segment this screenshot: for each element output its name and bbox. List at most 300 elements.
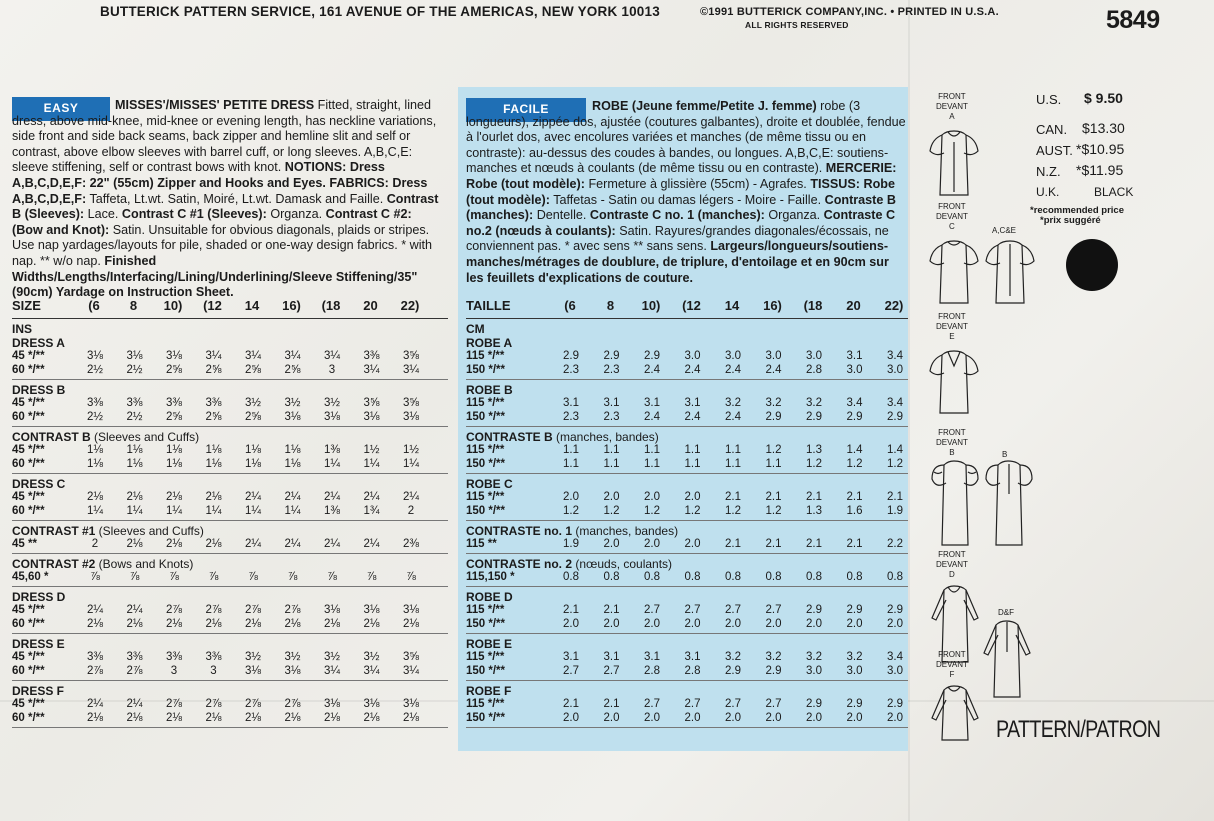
- dress-b-back-figure: [986, 461, 1032, 545]
- yardage-cell: 2.7: [603, 665, 620, 677]
- yardage-cell: 2⅜: [403, 538, 419, 550]
- yardage-cell: 2.0: [644, 538, 660, 550]
- yardage-cell: ⅞: [90, 571, 100, 583]
- yardage-cell: 1.1: [765, 458, 782, 470]
- yardage-cell: 2.4: [644, 364, 660, 376]
- yardage-cell: 2: [407, 505, 415, 517]
- yardage-cell: 3¼: [284, 350, 301, 362]
- size-header: (12: [682, 298, 701, 313]
- yardage-cell: 1.4: [887, 444, 903, 456]
- yardage-cell: 3¼: [363, 364, 380, 376]
- size-header: 22): [400, 298, 420, 313]
- yardage-cell: 3⅜: [166, 651, 182, 663]
- dress-df-back-figure: [984, 621, 1030, 697]
- yardage-cell: 2.0: [603, 538, 620, 550]
- yardage-cell: 2⅞: [166, 698, 182, 710]
- section-note: (manches, bandes): [552, 430, 659, 444]
- section-label: [466, 336, 512, 350]
- section-label: [466, 637, 512, 651]
- section-title: ROBE C: [466, 477, 513, 491]
- section-title: DRESS C: [12, 477, 66, 491]
- yardage-cell: 2.3: [563, 411, 579, 423]
- row-label: 60 */**: [12, 458, 45, 470]
- section-rule: [12, 633, 448, 634]
- yardage-cell: 2⅝: [166, 364, 182, 376]
- size-header: 14: [724, 298, 740, 313]
- figure-label-back-df: D&F: [998, 608, 1014, 617]
- yardage-cell: 3⅝: [403, 651, 419, 663]
- price-us-label: U.S.: [1036, 92, 1062, 107]
- yardage-cell: 2.0: [725, 618, 741, 630]
- section-title: ROBE B: [466, 383, 513, 397]
- yardage-cell: 3.2: [725, 397, 741, 409]
- yardage-cell: 2.8: [644, 665, 660, 677]
- yardage-cell: 3⅜: [166, 397, 182, 409]
- yardage-cell: 2½: [87, 411, 103, 423]
- yardage-cell: 1.1: [603, 458, 620, 470]
- yardage-cell: 1¼: [205, 505, 222, 517]
- section-rule: [466, 473, 908, 474]
- yardage-cell: 2.0: [563, 618, 579, 630]
- yardage-cell: 2⅝: [205, 411, 222, 423]
- section-label: [12, 637, 65, 651]
- yardage-cell: 2⅝: [205, 364, 222, 376]
- yardage-cell: 1⅛: [284, 444, 301, 456]
- yardage-cell: 2.8: [684, 665, 701, 677]
- yardage-cell: 1.1: [644, 458, 660, 470]
- yardage-cell: 1⅜: [324, 444, 340, 456]
- yardage-cell: 1.2: [765, 505, 782, 517]
- yardage-cell: 2⅝: [284, 364, 301, 376]
- yardage-cell: 2.9: [806, 698, 822, 710]
- yardage-cell: ⅞: [366, 571, 377, 583]
- yardage-cell: 3.1: [563, 651, 579, 663]
- yardage-cell: 3.2: [725, 651, 741, 663]
- yardage-cell: 2.9: [887, 698, 903, 710]
- yardage-cell: 1¾: [363, 505, 380, 517]
- yardage-cell: ⅞: [406, 571, 416, 583]
- yardage-cell: 1⅛: [284, 458, 301, 470]
- yardage-cell: 3⅛: [87, 350, 103, 362]
- section-note: (nœuds, coulants): [572, 557, 673, 571]
- yardage-cell: 2.0: [603, 618, 620, 630]
- yardage-cell: 3¼: [403, 665, 419, 677]
- yardage-cell: 2⅛: [205, 618, 222, 630]
- section-rule: [12, 586, 448, 587]
- yardage-cell: 2¼: [363, 491, 380, 503]
- section-rule: [12, 727, 448, 728]
- yardage-cell: 2⅞: [284, 698, 301, 710]
- price-us: $ 9.50: [1084, 90, 1123, 106]
- yardage-cell: 1⅛: [166, 458, 182, 470]
- row-label: 60 */**: [12, 364, 45, 376]
- pattern-patron-brand: PATTERN/PATRON: [996, 716, 1161, 743]
- yardage-cell: 2.7: [765, 698, 782, 710]
- yardage-cell: 1.3: [806, 444, 822, 456]
- yardage-cell: 2.9: [846, 698, 863, 710]
- yardage-cell: 2.9: [765, 665, 782, 677]
- yardage-cell: 2⅛: [126, 491, 143, 503]
- yardage-cell: 2.4: [684, 364, 701, 376]
- section-rule: [12, 379, 448, 380]
- french-description: ROBE (Jeune femme/Petite J. femme) robe (3 longueurs), zippée dos, ajustée (coutures galbantes), droite et doublée, fendue à l'ourlet dos, avec encolures variées et manches (de même tissu ou en contraste): au-dessus des coudes à bandes, ou longues. A,B,C,E: soutiens-manches et nœuds à coulants (de même tissu ou en contraste). MERCERIE: Robe (tout modèle): Fermeture à glissière (55cm) - Agrafes. TISSUS: Robe (tout modèle): Taffetas - Satin ou damas légers - Moire - Faille. Contraste B (manches): Dentelle. Contraste C no. 1 (manches): Organza. Contraste C no.2 (nœuds à coulants): Satin. Rayures/grandes diagonales/écossais, ne conviennent pas. * avec sens ** sans sens. Largeurs/longueurs/soutiens-manches/métrages de doublure, de triplure, d'entoilage et en 90cm sur les feuillets d'explications de couture.: [466, 99, 906, 285]
- yardage-cell: 3⅛: [324, 411, 340, 423]
- row-label: 115 */**: [466, 491, 505, 503]
- yardage-cell: 2.0: [725, 712, 741, 724]
- yardage-cell: 2.3: [563, 364, 579, 376]
- yardage-cell: 2⅛: [205, 538, 222, 550]
- yardage-cell: 3⅛: [166, 350, 182, 362]
- yardage-cell: 3.0: [846, 665, 863, 677]
- yardage-cell: 3⅛: [126, 350, 143, 362]
- yardage-cell: 1.3: [806, 505, 822, 517]
- figure-label-back-ace: A,C&E: [992, 226, 1017, 235]
- yardage-cell: 1.1: [563, 444, 579, 456]
- yardage-cell: 1.1: [684, 444, 701, 456]
- row-label: 45 */**: [12, 698, 45, 710]
- yardage-cell: 2⅛: [324, 712, 340, 724]
- yardage-cell: 3.0: [887, 665, 903, 677]
- yardage-cell: 3⅜: [205, 397, 222, 409]
- yardage-cell: 2.7: [644, 698, 660, 710]
- figure-label-front-d: FRONT DEVANT D: [936, 550, 968, 579]
- yardage-cell: 2½: [87, 364, 103, 376]
- yardage-cell: 3.0: [684, 350, 701, 362]
- yardage-cell: 2⅛: [166, 538, 182, 550]
- yardage-cell: 2.1: [725, 538, 741, 550]
- yardage-cell: 1⅛: [166, 444, 182, 456]
- section-label: [466, 383, 513, 397]
- yardage-cell: 2.4: [765, 364, 782, 376]
- size-header: 8: [606, 298, 615, 313]
- size-header: 16): [763, 298, 782, 313]
- yardage-cell: 2⅞: [205, 698, 222, 710]
- yardage-cell: 2⅛: [403, 712, 419, 724]
- section-title: ROBE F: [466, 684, 512, 698]
- yardage-cell: 3¼: [324, 665, 340, 677]
- yardage-cell: 2.1: [846, 538, 863, 550]
- yardage-cell: 2⅞: [87, 665, 103, 677]
- yardage-cell: 3⅛: [363, 698, 380, 710]
- yardage-cell: 2.1: [806, 491, 822, 503]
- recommended-price-note: *recommended price: [1030, 205, 1124, 216]
- yardage-cell: 2⅛: [126, 618, 143, 630]
- yardage-cell: 2.1: [603, 604, 620, 616]
- yardage-cell: 1⅛: [87, 444, 103, 456]
- row-label: 115 */**: [466, 651, 505, 663]
- yardage-cell: 2.7: [765, 604, 782, 616]
- yardage-cell: 3⅛: [324, 698, 340, 710]
- yardage-cell: 0.8: [603, 571, 620, 583]
- yardage-cell: 2.0: [644, 491, 660, 503]
- size-header: (12: [203, 298, 222, 313]
- yardage-cell: 2¼: [245, 538, 261, 550]
- yardage-cell: 1.4: [846, 444, 863, 456]
- easy-badge: EASY: [12, 97, 110, 121]
- figure-label-back-b: B: [1002, 450, 1008, 459]
- yardage-cell: 2⅛: [126, 538, 143, 550]
- section-title: ROBE D: [466, 590, 513, 604]
- row-label: 150 */**: [466, 411, 506, 423]
- size-label: TAILLE: [466, 298, 511, 313]
- yardage-cell: 2.0: [887, 618, 903, 630]
- yardage-cell: 2.0: [644, 618, 660, 630]
- row-label: 45 */**: [12, 397, 45, 409]
- size-header: 8: [129, 298, 138, 313]
- yardage-cell: 2.0: [806, 712, 822, 724]
- yardage-cell: 2⅛: [324, 618, 340, 630]
- publisher-address: BUTTERICK PATTERN SERVICE, 161 AVENUE OF THE AMERICAS, NEW YORK 10013: [100, 4, 660, 19]
- yardage-cell: 3¼: [205, 350, 222, 362]
- section-label: [466, 557, 672, 571]
- row-label: 60 */**: [12, 618, 45, 630]
- row-label: 150 */**: [466, 364, 506, 376]
- yardage-cell: 2: [91, 538, 99, 550]
- yardage-cell: 3¼: [363, 665, 380, 677]
- size-header: 10): [641, 298, 661, 313]
- yardage-cell: 3⅛: [324, 604, 340, 616]
- yardage-cell: 2⅞: [166, 604, 182, 616]
- price-aust: *$10.95: [1076, 141, 1125, 157]
- yardage-cell: 2.1: [765, 538, 782, 550]
- row-label: 115 **: [466, 538, 497, 550]
- yardage-cell: 2½: [126, 411, 143, 423]
- yardage-cell: 3.2: [806, 397, 822, 409]
- section-label: [466, 590, 513, 604]
- yardage-cell: 2.0: [563, 712, 579, 724]
- row-label: 60 */**: [12, 665, 45, 677]
- yardage-cell: 2.1: [725, 491, 741, 503]
- size-header: (18: [321, 298, 341, 313]
- yardage-cell: 3.2: [765, 397, 782, 409]
- yardage-cell: 2¼: [363, 538, 380, 550]
- yardage-cell: 1.1: [563, 458, 579, 470]
- yardage-cell: 2.1: [563, 698, 579, 710]
- yardage-cell: 2.0: [806, 618, 822, 630]
- yardage-cell: 2.0: [603, 712, 620, 724]
- table-rule: [12, 318, 448, 319]
- yardage-cell: 2.0: [684, 491, 701, 503]
- yardage-cell: 3⅛: [403, 411, 419, 423]
- yardage-cell: 2.9: [806, 411, 822, 423]
- yardage-cell: 2⅛: [87, 618, 103, 630]
- yardage-cell: 2⅛: [284, 618, 301, 630]
- row-label: 115,150 *: [466, 571, 515, 583]
- yardage-cell: 3.0: [806, 665, 822, 677]
- yardage-cell: 3.4: [887, 350, 903, 362]
- yardage-cell: 2⅛: [205, 491, 222, 503]
- yardage-cell: 2¼: [324, 538, 340, 550]
- yardage-cell: 2⅛: [403, 618, 419, 630]
- yardage-cell: 3.0: [806, 350, 822, 362]
- section-rule: [12, 680, 448, 681]
- yardage-cell: 3⅝: [363, 397, 380, 409]
- yardage-cell: 2.0: [846, 712, 863, 724]
- yardage-cell: 3: [328, 364, 336, 376]
- yardage-cell: ⅞: [287, 571, 298, 583]
- section-rule: [12, 473, 448, 474]
- pattern-number: 5849: [1106, 6, 1160, 34]
- row-label: 115 */**: [466, 397, 505, 409]
- row-label: 45,60 *: [12, 571, 49, 583]
- yardage-cell: 3.4: [887, 651, 903, 663]
- yardage-cell: 3⅛: [245, 665, 261, 677]
- row-label: 45 */**: [12, 491, 45, 503]
- yardage-cell: 3.1: [644, 397, 660, 409]
- yardage-cell: 0.8: [563, 571, 579, 583]
- yardage-cell: 1¼: [363, 458, 380, 470]
- row-label: 60 */**: [12, 712, 45, 724]
- yardage-cell: 3⅛: [284, 411, 301, 423]
- yardage-cell: 1.2: [846, 458, 863, 470]
- figure-label-front-a: FRONT DEVANT A: [936, 92, 968, 121]
- yardage-cell: 3.0: [887, 364, 903, 376]
- price-can-label: CAN.: [1036, 122, 1068, 137]
- row-label: 115 */**: [466, 698, 505, 710]
- yardage-cell: 2⅞: [284, 604, 301, 616]
- yardage-cell: 2.7: [684, 698, 701, 710]
- yardage-cell: 2.9: [846, 604, 863, 616]
- section-rule: [466, 520, 908, 521]
- yardage-cell: 1.9: [563, 538, 579, 550]
- black-dot-marker: [1066, 239, 1118, 291]
- yardage-cell: 2¼: [87, 698, 103, 710]
- section-title: ROBE A: [466, 336, 513, 350]
- yardage-cell: 2.9: [806, 604, 822, 616]
- row-label: 45 */**: [12, 444, 45, 456]
- yardage-cell: 3⅛: [363, 411, 380, 423]
- row-label: 45 */**: [12, 604, 45, 616]
- yardage-cell: 3⅜: [87, 397, 103, 409]
- yardage-cell: 1.1: [644, 444, 660, 456]
- yardage-cell: 3⅛: [403, 698, 419, 710]
- section-rule: [466, 553, 908, 554]
- yardage-cell: 2¼: [284, 491, 301, 503]
- section-rule: [466, 633, 908, 634]
- yardage-cell: ⅞: [129, 571, 140, 583]
- size-header: (6: [88, 298, 100, 313]
- price-aust-label: AUST.: [1036, 143, 1073, 158]
- yardage-cell: 3½: [284, 651, 301, 663]
- rights-reserved: ALL RIGHTS RESERVED: [745, 20, 849, 30]
- figure-label-front-b: FRONT DEVANT B: [936, 428, 968, 457]
- yardage-cell: 3.2: [846, 651, 863, 663]
- yardage-cell: 3¼: [324, 350, 340, 362]
- yardage-cell: 3¼: [245, 350, 261, 362]
- size-header: 14: [244, 298, 260, 313]
- yardage-cell: 2.2: [887, 538, 903, 550]
- price-can: $13.30: [1082, 120, 1125, 136]
- yardage-cell: 1⅛: [245, 444, 261, 456]
- yardage-cell: 1⅛: [205, 444, 222, 456]
- section-note: (Sleeves and Cuffs): [95, 524, 204, 538]
- section-title: ROBE E: [466, 637, 513, 651]
- yardage-cell: 1⅛: [205, 458, 222, 470]
- row-label: 115 */**: [466, 444, 505, 456]
- yardage-cell: 2⅞: [245, 604, 261, 616]
- section-title: CONTRAST B: [12, 430, 91, 444]
- section-title: CONTRASTE no. 1: [466, 524, 573, 538]
- yardage-cell: 3.4: [846, 397, 863, 409]
- section-rule: [466, 680, 908, 681]
- section-rule: [466, 379, 908, 380]
- yardage-cell: 1⅛: [87, 458, 103, 470]
- yardage-cell: 1⅜: [324, 505, 340, 517]
- yardage-cell: 0.8: [887, 571, 903, 583]
- section-label: [12, 684, 64, 698]
- yardage-cell: 3.0: [725, 350, 741, 362]
- yardage-cell: 2⅞: [205, 604, 222, 616]
- yardage-cell: 1.1: [725, 458, 741, 470]
- yardage-cell: 0.8: [644, 571, 660, 583]
- yardage-cell: 2.3: [603, 411, 620, 423]
- unit-label: INS: [12, 322, 33, 336]
- yardage-cell: 3⅛: [284, 665, 301, 677]
- yardage-cell: 1.2: [806, 458, 822, 470]
- yardage-cell: 1½: [363, 444, 380, 456]
- yardage-cell: 2.9: [765, 411, 782, 423]
- dress-f-front-figure: [932, 686, 978, 740]
- yardage-cell: 1¼: [87, 505, 103, 517]
- yardage-cell: 3.0: [765, 350, 782, 362]
- price-uk: BLACK: [1094, 185, 1134, 199]
- section-rule: [466, 727, 908, 728]
- section-rule: [12, 520, 448, 521]
- section-rule: [12, 553, 448, 554]
- section-note: (Bows and Knots): [95, 557, 194, 571]
- yardage-cell: 2.7: [725, 604, 741, 616]
- yardage-cell: 2¼: [245, 491, 261, 503]
- yardage-cell: ⅞: [248, 571, 258, 583]
- section-title: CONTRAST #1: [12, 524, 96, 538]
- dress-ace-back-figure: [986, 241, 1034, 303]
- section-title: CONTRASTE B: [466, 430, 553, 444]
- yardage-cell: 3.0: [846, 364, 863, 376]
- yardage-cell: 2¼: [126, 604, 143, 616]
- yardage-cell: 1.2: [603, 505, 620, 517]
- size-label: SIZE: [12, 298, 41, 313]
- yardage-cell: 3.1: [846, 350, 863, 362]
- yardage-cell: 3⅜: [126, 651, 143, 663]
- section-label: [12, 557, 193, 571]
- price-nz-label: N.Z.: [1036, 164, 1061, 179]
- table-rule: [466, 318, 908, 319]
- yardage-cell: 2.4: [725, 364, 741, 376]
- yardage-cell: 2.0: [603, 491, 620, 503]
- yardage-cell: 1⅛: [126, 444, 143, 456]
- row-label: 150 */**: [466, 665, 506, 677]
- section-title: CONTRASTE no. 2: [466, 557, 573, 571]
- yardage-cell: 3.1: [563, 397, 579, 409]
- yardage-cell: 2.9: [603, 350, 620, 362]
- section-title: DRESS B: [12, 383, 66, 397]
- yardage-cell: 0.8: [806, 571, 822, 583]
- yardage-cell: 1.2: [684, 505, 701, 517]
- yardage-cell: 1¼: [284, 505, 301, 517]
- size-header: 20: [363, 298, 378, 313]
- section-label: [466, 524, 678, 538]
- yardage-cell: 1.2: [725, 505, 741, 517]
- row-label: 150 */**: [466, 712, 506, 724]
- yardage-cell: 2⅝: [245, 364, 261, 376]
- yardage-cell: 3.4: [887, 397, 903, 409]
- yardage-cell: ⅞: [208, 571, 219, 583]
- yardage-cell: 3⅝: [403, 397, 419, 409]
- yardage-cell: 2¼: [324, 491, 340, 503]
- yardage-cell: 3.1: [603, 651, 620, 663]
- yardage-cell: 2.0: [765, 712, 782, 724]
- yardage-cell: 2⅛: [245, 712, 261, 724]
